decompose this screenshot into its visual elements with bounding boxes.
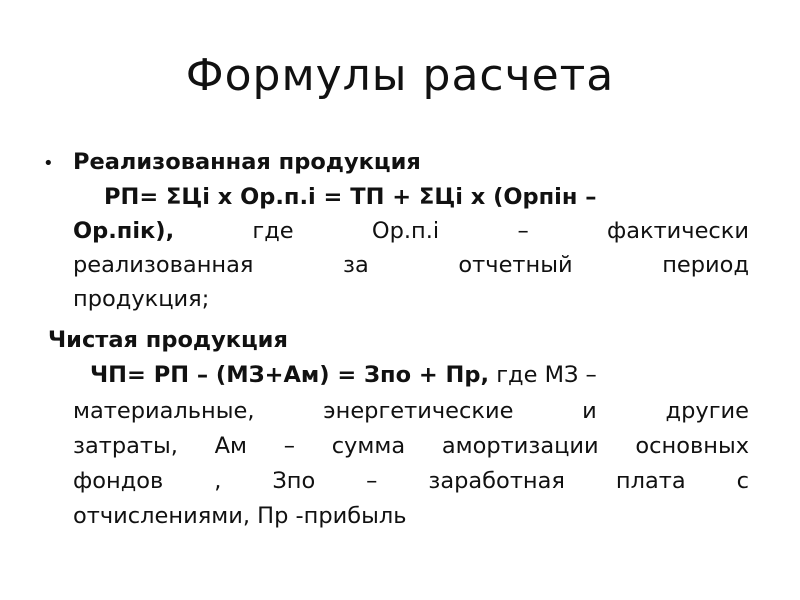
formula-text-rest: где МЗ – (489, 362, 597, 388)
slide-title: Формулы расчета (185, 50, 615, 101)
word: реализованная (73, 252, 254, 278)
word: за (343, 252, 369, 278)
word: Зпо (272, 468, 316, 494)
word: сумма (331, 433, 406, 459)
bullet-icon: • (43, 153, 54, 174)
word: и (582, 398, 597, 424)
word: Ам (214, 433, 248, 459)
word: материальные, (73, 398, 255, 424)
word: другие (665, 398, 749, 424)
word: фактически (606, 218, 750, 244)
word: – (517, 218, 529, 244)
word: – (366, 468, 378, 494)
word: заработная (428, 468, 565, 494)
word: с (736, 468, 749, 494)
word: плата (615, 468, 686, 494)
word: , (214, 468, 222, 494)
formula-text: РП= ΣЦі х Ор.п.і = ТП + ΣЦі х (Орпін – (104, 184, 597, 210)
word: отчетный (458, 252, 573, 278)
word: амортизации (441, 433, 599, 459)
word: где (252, 218, 294, 244)
word: период (662, 252, 749, 278)
section-heading-net-output: Чистая продукция (48, 327, 288, 353)
section2-line5: отчислениями, Пр -прибыль (73, 503, 407, 529)
formula-text: ЧП= РП – (МЗ+Ам) = Зпо + Пр, (90, 362, 490, 388)
section1-line4: продукция; (73, 286, 210, 312)
word: Ор.п.і (371, 218, 440, 244)
formula-text-cont: Ор.пік), (73, 218, 175, 244)
word: энергетические (323, 398, 514, 424)
word: фондов (73, 468, 164, 494)
section1-line3 (73, 248, 749, 282)
section-heading-realized-output: Реализованная продукция (73, 149, 421, 175)
formula-realized-output-line1 (104, 180, 749, 214)
formula-net-output-line1 (90, 358, 749, 392)
section2-line2 (73, 394, 749, 428)
word: – (283, 433, 295, 459)
word: основных (635, 433, 750, 459)
section2-line3 (73, 429, 749, 463)
word: затраты, (73, 433, 178, 459)
section1-line2 (73, 214, 749, 248)
section2-line4 (73, 464, 749, 498)
